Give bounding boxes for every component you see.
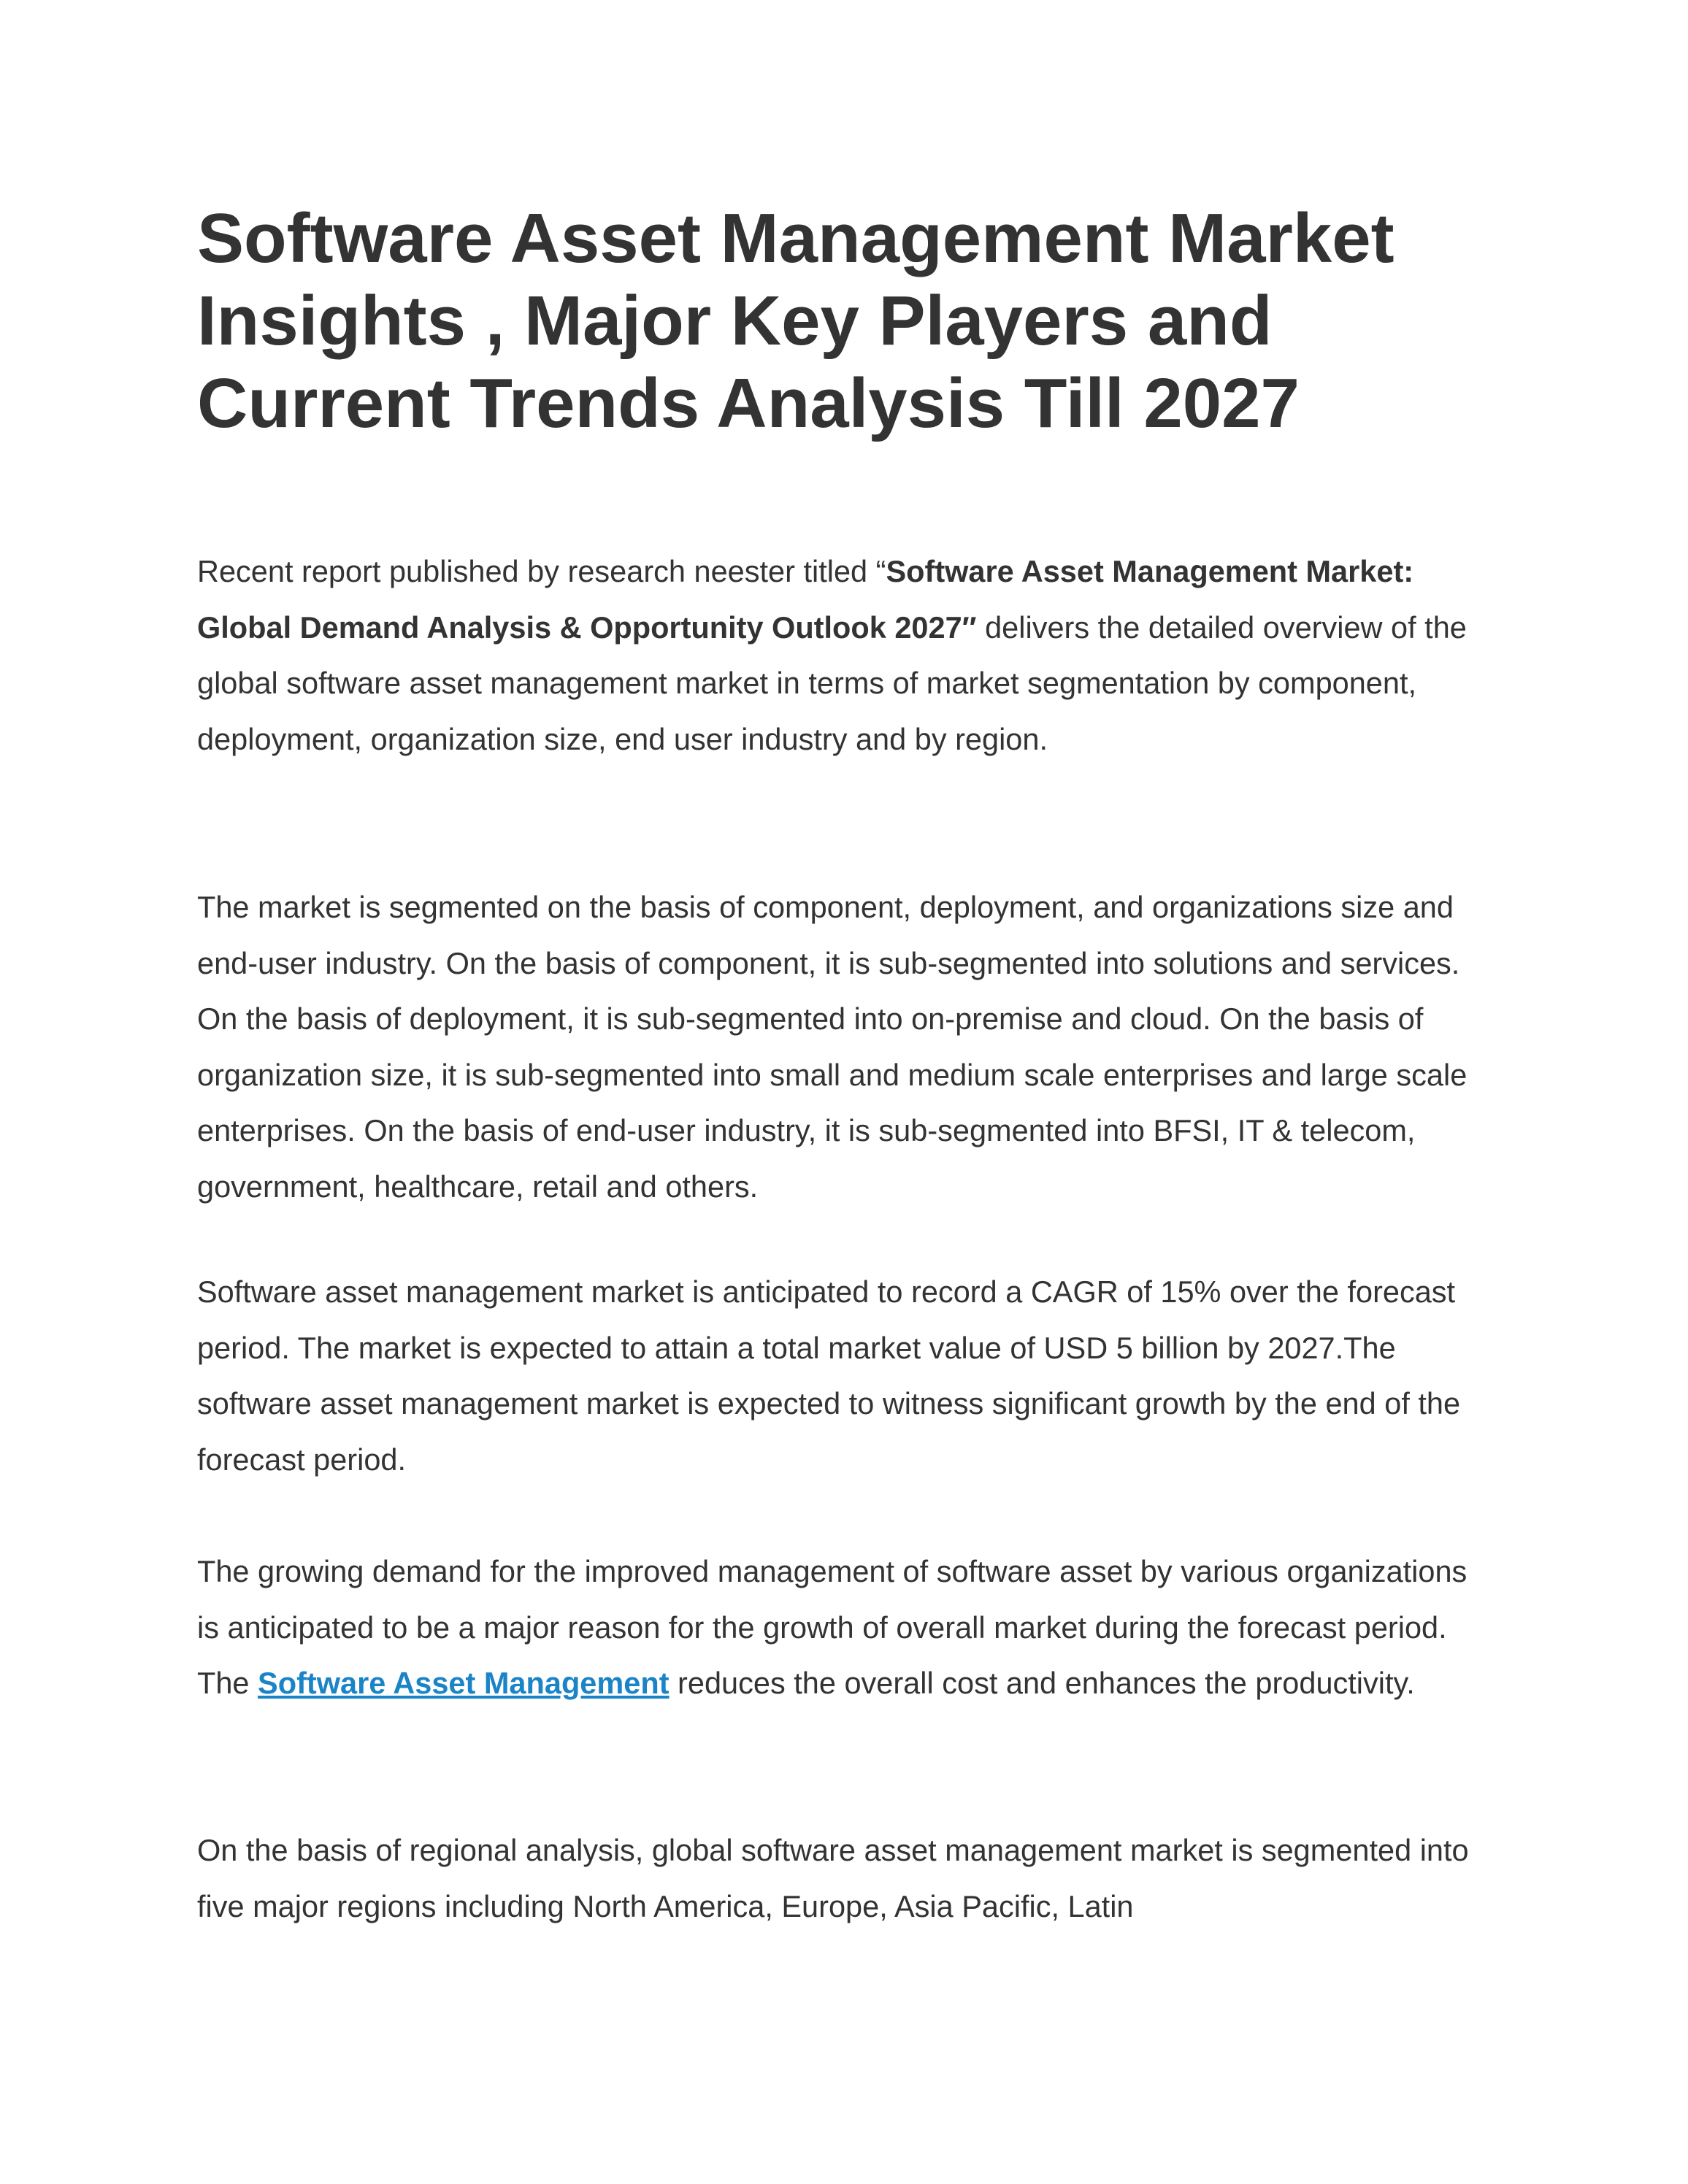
- demand-rest-text: reduces the overall cost and enhances the productivity.: [669, 1666, 1415, 1700]
- market-growth-paragraph: Software asset management market is anticipated to record a CAGR of 15% over the forecast period. The market is expected to attain a total market value of USD 5 billion by 2027.The software asset management market is expected to witness significant growth by the end of the forecast period.: [197, 1274, 1461, 1477]
- intro-text: Recent report published by research neester titled “: [197, 554, 886, 588]
- demand-paragraph: [197, 1544, 1497, 1712]
- intro-paragraph: [197, 544, 1497, 767]
- document-title: Software Asset Management Market Insights , Major Key Players and Current Trends Analysis Till 2027: [197, 199, 1394, 442]
- report-title: Software Asset Management Market: Global Demand Analysis & Opportunity Outlook 2027″: [197, 554, 1414, 645]
- demand-text: The growing demand for the improved management of software asset by various organizations is anticipated to be a major reason for the growth of overall market during the forecast period. The: [197, 1554, 1468, 1700]
- segmentation-paragraph: The market is segmented on the basis of component, deployment, and organizations size and end-user industry. On the basis of component, it is sub-segmented into solutions and services. On the basis of deployment, it is sub-segmented into on-premise and cloud. On the basis of organization size, it is sub-segmented into small and medium scale enterprises and large scale enterprises. On the basis of end-user industry, it is sub-segmented into BFSI, IT & telecom, government, healthcare, retail and others.: [197, 890, 1468, 1204]
- document-page: [197, 197, 1497, 1923]
- regional-paragraph: On the basis of regional analysis, global software asset management market is segmented into five major regions including North America, Europe, Asia Pacific, Latin: [197, 1833, 1469, 1923]
- software-asset-management-link[interactable]: Software Asset Management: [258, 1666, 670, 1700]
- intro-rest-text: delivers the detailed overview of the global software asset management market in terms of market segmentation by component, deployment, organization size, end user industry and by region.: [197, 610, 1467, 756]
